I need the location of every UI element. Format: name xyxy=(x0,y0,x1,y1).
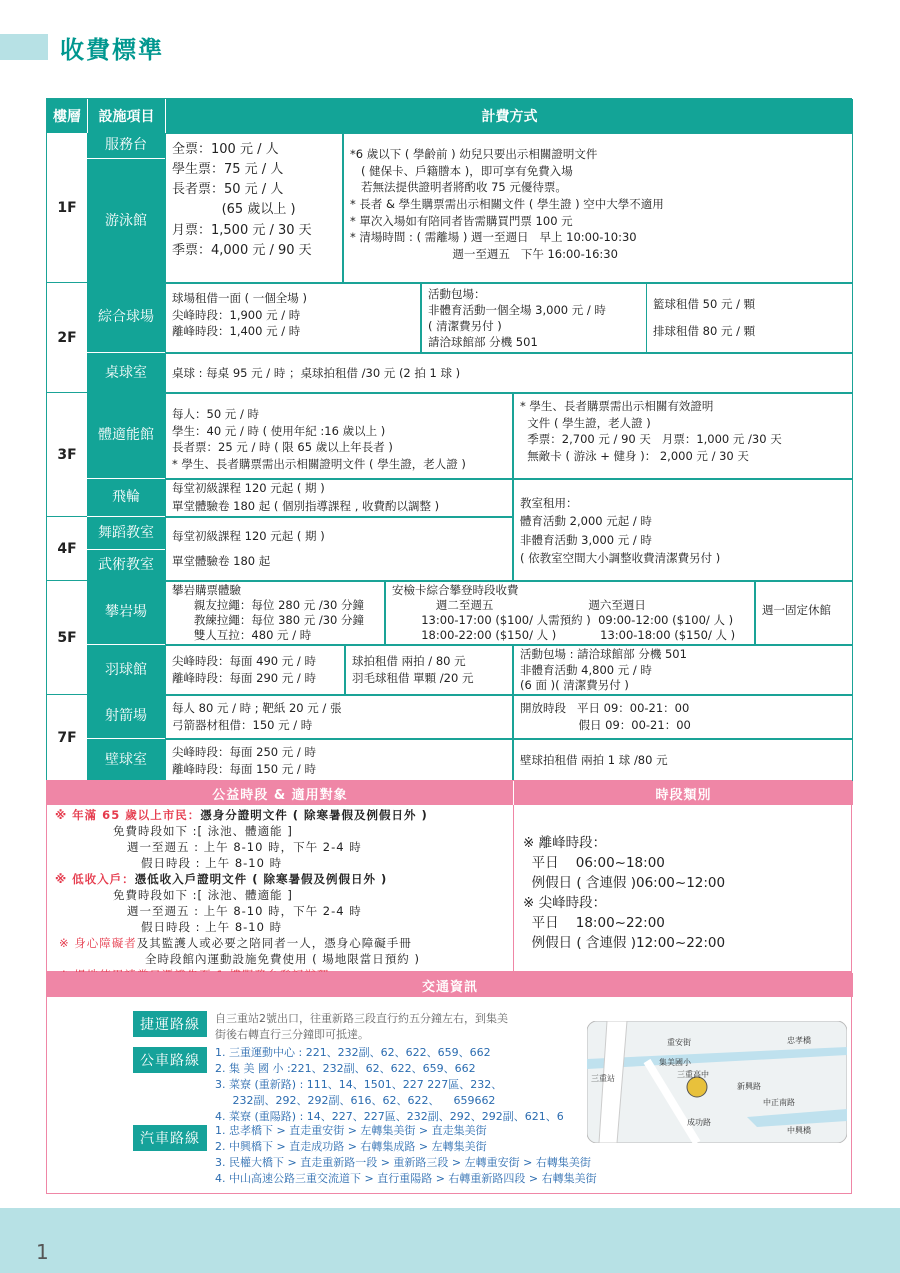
facility-spinning: 飛輪 xyxy=(87,479,165,517)
archery-hours: 開放時段 平日 09：00-21：00 假日 09：00-21：00 xyxy=(513,695,853,739)
floor-7f: 7F xyxy=(47,695,87,781)
lowincome-label: ※ 低收入戶： xyxy=(55,872,135,886)
car-route-text: 1. 忠孝橋下 > 直走重安街 > 左轉集美街 > 直走集美街 2. 中興橋下 > 直走成功路 > 右轉集成路 > 左轉集美街 3. 民權大橋下 > 直走重新路一段 > 重新路三段 > 左轉重安街 > 右轉集美街 4. 中山高速公路三重交流道下 > 直行重陽路 > 右轉重新路四段 > 右轉集美街 xyxy=(215,1124,597,1185)
time-categories: ※ 離峰時段： 平日 06:00~18:00 例假日 ( 含連假 )06:00~12:00 ※ 尖峰時段： 平日 18:00~22:00 例假日 ( 含連假 )12:00~22:00 xyxy=(523,835,726,951)
climbing-card-fees: 安檢卡綜合攀登時段收費 週二至週五 週六至週日 13:00-17:00 ($100/ 人需預約 ) 09:00-12:00 ($100/ 人 ) 18:00-22:00 ($150/ 人 ) 13:00-18:00 ($150/ 人 ) xyxy=(385,581,755,645)
facility-pool: 游泳館 xyxy=(87,159,165,283)
senior-req: 憑身分證明文件 ( 除寒暑假及例假日外 ) xyxy=(200,808,428,822)
disabled-req: 及其監護人或必要之陪同者一人，憑身心障礙手冊 xyxy=(136,936,412,950)
map-label-zhongan: 重安街 xyxy=(667,1038,691,1047)
court-rental-fees: 球場租借一面 ( 一個全場 ) 尖峰時段：1,900 元 / 時 離峰時段：1,400 元 / 時 xyxy=(165,283,421,353)
senior-holiday: 假日時段 : 上午 8-10 時 xyxy=(141,856,283,870)
floor-5f: 5F xyxy=(47,581,87,695)
map-label-zhongxing: 中興橋 xyxy=(787,1126,811,1135)
map-label-zhongzheng: 中正南路 xyxy=(763,1098,795,1107)
squash-fees: 尖峰時段：每面 250 元 / 時 離峰時段：每面 150 元 / 時 xyxy=(165,739,513,781)
facility-fitness: 體適能館 xyxy=(87,393,165,479)
facility-badminton: 羽球館 xyxy=(87,645,165,695)
fee-table xyxy=(46,98,852,780)
map-label-station: 三重站 xyxy=(591,1074,615,1083)
fitness-passes: * 學生、長者購票需出示相關有效證明 文件 ( 學生證，老人證 ) 季票：2,700 元 / 90 天 月票：1,000 元 /30 天 無敵卡 ( 游泳 + 健身 )： 2,000 元 / 30 天 xyxy=(513,393,853,479)
facility-archery: 射箭場 xyxy=(87,695,165,739)
lowincome-free: 免費時段如下 :[ 泳池、體適能 ] xyxy=(113,888,293,902)
metro-route-label: 捷運路線 xyxy=(133,1011,207,1037)
studio-fees: 每堂初級課程 120 元起 ( 期 ) 單堂體驗卷 180 起 xyxy=(165,517,513,581)
spinning-fees: 每堂初級課程 120 元起 ( 期 ) 單堂體驗卷 180 起 ( 個別指導課程 , 收費酌以調整 ) xyxy=(165,479,513,517)
disabled-free: 全時段館內運動設施免費使用 ( 場地限當日預約 ) xyxy=(145,952,420,966)
map-label-sanchong-high: 三重高中 xyxy=(677,1070,709,1079)
bus-route-text: 1. 三重運動中心 : 221、232副、62、622、659、662 2. 集 美 國 小 :221、232副、62、622、659、662 3. 菜寮 (重新路) : 111、14、1501、227 227區、232、 232副、292、292副、616、62、622、 659662 4. 菜寮 (重陽路) : 14、227、227區、232副、292、292副、621、6 xyxy=(215,1046,564,1123)
public-benefit-text xyxy=(55,807,511,983)
court-event-booking: 活動包場： 非體育活動一個全場 3,000 元 / 時 ( 清潔費另付 ) 請洽球館部 分機 501 xyxy=(421,283,647,353)
senior-free: 免費時段如下 :[ 泳池、體適能 ] xyxy=(113,824,293,838)
classroom-rental: 教室租用： 體育活動 2,000 元起 / 時 非體育活動 3,000 元 / 時 ( 依教室空間大小調整收費清潔費另付 ) xyxy=(513,479,853,581)
location-map xyxy=(587,1021,847,1143)
climbing-closed-day: 週一固定休館 xyxy=(755,581,853,645)
map-label-zhongxiao: 忠孝橋 xyxy=(787,1036,811,1045)
squash-rental: 壁球拍租借 兩拍 1 球 /80 元 xyxy=(513,739,853,781)
ball-rental: 籃球租借 50 元 / 顆 排球租借 80 元 / 顆 xyxy=(647,283,853,353)
transport-section xyxy=(46,972,852,1194)
climbing-fees: 攀岩購票體驗 親友拉繩：每位 280 元 /30 分鐘 教練拉繩：每位 380 元 /30 分鐘 雙人互拉：480 元 / 時 xyxy=(165,581,385,645)
senior-weekday: 週一至週五 : 上午 8-10 時，下午 2-4 時 xyxy=(127,840,362,854)
header-facility: 設施項目 xyxy=(87,99,165,133)
bus-route-label: 公車路線 xyxy=(133,1047,207,1073)
page-title: 收費標準 xyxy=(60,36,164,64)
badminton-rental: 球拍租借 兩拍 / 80 元 羽毛球租借 單顆 /20 元 xyxy=(345,645,513,695)
lowincome-weekday: 週一至週五 : 上午 8-10 時，下午 2-4 時 xyxy=(127,904,362,918)
lowincome-holiday: 假日時段 : 上午 8-10 時 xyxy=(141,920,283,934)
senior-label: ※ 年滿 65 歲以上市民： xyxy=(55,808,201,822)
map-label-chenggong: 成功路 xyxy=(687,1118,711,1127)
floor-1f: 1F xyxy=(47,133,87,283)
archery-fees: 每人 80 元 / 時 ; 靶紙 20 元 / 張 弓箭器材租借：150 元 / 時 xyxy=(165,695,513,739)
car-route-label: 汽車路線 xyxy=(133,1125,207,1151)
floor-2f: 2F xyxy=(47,283,87,393)
metro-route-text: 自三重站2號出口，往重新路三段直行約五分鐘左右，到集美 街後右轉直行三分鐘即可抵達。 xyxy=(215,1012,508,1041)
fitness-fees: 每人：50 元 / 時 學生：40 元 / 時 ( 使用年紀 :16 歲以上 ) 長者票：25 元 / 時 ( 限 65 歲以上年長者 ) * 學生、長者購票需出示相關證明文件 ( 學生證，老人證 ) xyxy=(165,393,513,479)
time-category-header: 時段類別 xyxy=(513,781,853,805)
header-floor: 樓層 xyxy=(47,99,87,133)
page-footer xyxy=(0,1208,900,1273)
badminton-booking: 活動包場 : 請洽球館部 分機 501 非體育活動 4,800 元 / 時 (6 面 )( 清潔費另付 ) xyxy=(513,645,853,695)
table-tennis-fees: 桌球 : 每桌 95 元 / 時 ；桌球拍租借 /30 元 (2 拍 1 球 ) xyxy=(165,353,853,393)
disabled-label: ※ 身心障礙者 xyxy=(59,936,137,950)
title-bar-accent xyxy=(0,34,48,60)
facility-climbing: 攀岩場 xyxy=(87,581,165,645)
floor-4f: 4F xyxy=(47,517,87,581)
badminton-fees: 尖峰時段：每面 490 元 / 時 離峰時段：每面 290 元 / 時 xyxy=(165,645,345,695)
public-benefit-section xyxy=(46,780,852,972)
pool-ticket-prices: 全票：100 元 / 人 學生票：75 元 / 人 長者票：50 元 / 人 (65 歲以上 ) 月票：1,500 元 / 30 天 季票：4,000 元 / 90 天 xyxy=(165,133,343,283)
lowincome-req: 憑低收入戶證明文件 ( 除寒暑假及例假日外 ) xyxy=(134,872,388,886)
facility-dance-studio: 舞蹈教室 xyxy=(87,517,165,549)
facility-table-tennis: 桌球室 xyxy=(87,353,165,393)
page-number: 1 xyxy=(36,1240,49,1264)
header-fee: 計費方式 xyxy=(165,99,853,133)
map-label-xinxing: 新興路 xyxy=(737,1082,761,1091)
facility-squash: 壁球室 xyxy=(87,739,165,781)
pool-notes: *6 歲以下 ( 學齡前 ) 幼兒只要出示相關證明文件 ( 健保卡、戶籍謄本 )，即可享有免費入場 若無法提供證明者將酌收 75 元優待票。 * 長者 & 學生購票需出示相關文件 ( 學生證 ) 空中大學不適用 * 單次入場如有陪同者皆需購買門票 100 元 * 清場時間 : ( 需離場 ) 週一至週日 早上 10:00-10:30 週一至週五 下午 16:00-16:30 xyxy=(343,133,853,283)
facility-service-desk: 服務台 xyxy=(87,133,165,159)
map-venue-marker xyxy=(687,1077,707,1097)
transport-header: 交通資訊 xyxy=(47,973,853,997)
map-label-jimei: 集美國小 xyxy=(659,1058,691,1067)
facility-martial-arts: 武術教室 xyxy=(87,549,165,581)
floor-3f: 3F xyxy=(47,393,87,517)
public-benefit-header: 公益時段 & 適用對象 xyxy=(47,781,513,805)
facility-sports-court: 綜合球場 xyxy=(87,283,165,353)
divider xyxy=(513,805,514,973)
